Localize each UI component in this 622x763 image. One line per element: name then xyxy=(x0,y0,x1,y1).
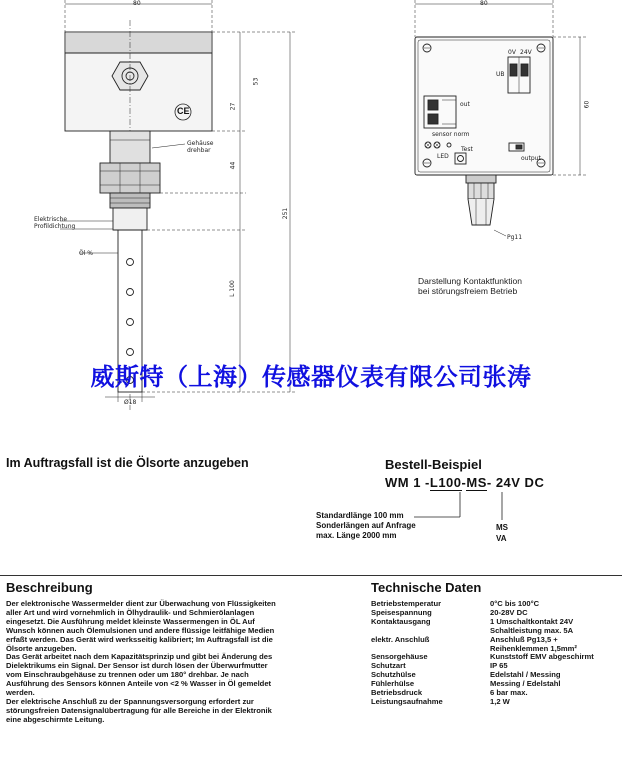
tech-row xyxy=(371,636,621,654)
dim-width-right: 80 xyxy=(480,0,488,7)
dim-27: 27 xyxy=(229,102,237,111)
tech-key: Speisespannung xyxy=(371,607,432,617)
tech-key: elektr. Anschluß xyxy=(371,634,430,644)
order-option: VA xyxy=(496,534,507,543)
description-line: Ausführung des Sensors können Anteile von <2 % Wasser in Öl gemeldet xyxy=(6,679,272,689)
label-test: Test xyxy=(461,146,473,153)
order-code-connectors xyxy=(400,490,520,525)
dim-100: L 100 xyxy=(228,280,236,297)
tech-value: Kunststoff EMV abgeschirmt xyxy=(490,652,594,662)
tech-key: Betriebsdruck xyxy=(371,688,423,698)
description-line: werden. xyxy=(6,688,35,698)
label-led: LED xyxy=(437,153,449,160)
technical-data-table xyxy=(371,600,621,707)
description-title: Beschreibung xyxy=(6,580,93,595)
label-seal: Elektrische Profildichtung xyxy=(34,216,76,230)
dim-height-right: 60 xyxy=(583,100,591,109)
order-code-part: - 24V DC xyxy=(486,475,545,490)
order-example-title: Bestell-Beispiel xyxy=(385,457,482,472)
dim-53: 53 xyxy=(252,77,260,86)
tech-value: Anschluß Pg13,5 + Reihenklemmen 1,5mm² xyxy=(490,634,577,653)
technical-data-title: Technische Daten xyxy=(371,580,482,595)
label-output: output xyxy=(521,155,541,162)
tech-key: Fühlerhülse xyxy=(371,679,415,689)
order-note-line: Sonderlängen auf Anfrage xyxy=(316,521,416,530)
order-material-options xyxy=(496,522,508,544)
label-24v: 24V xyxy=(520,49,532,56)
dim-diameter: Ø18 xyxy=(124,399,137,406)
tech-value: 1,2 W xyxy=(490,696,510,706)
description-line: Der elektronische Wassermelder dient zur Überwachung von Flüssigkeiten xyxy=(6,599,276,608)
order-code-part: - xyxy=(461,475,467,490)
tech-value: 0°C bis 100°C xyxy=(490,599,540,608)
tech-key: Kontaktausgang xyxy=(371,616,431,626)
tech-key: Schutzhülse xyxy=(371,670,416,680)
label-ub: UB xyxy=(496,71,505,78)
order-code xyxy=(385,475,544,491)
label-0v: 0V xyxy=(508,49,516,56)
order-length-note xyxy=(316,511,416,541)
order-code-part: WM 1 - xyxy=(385,475,430,490)
description-line: störungsfreien Datensignalübertragung für alle Bereiche in der Elektronik xyxy=(6,705,272,715)
label-out: out xyxy=(460,101,470,108)
tech-key: Schutzart xyxy=(371,661,406,671)
description-line: erfaßt werden. Das Gerät wird werksseitig kalibriert; Im Auftragsfall ist die xyxy=(6,634,273,644)
tech-value: 1 Umschaltkontakt 24V Schaltleistung max. 5A xyxy=(490,616,574,635)
section-divider xyxy=(0,575,622,576)
heading-oil-type: Im Auftragsfall ist die Ölsorte anzugeben xyxy=(6,456,249,470)
description-line: eine abgeschirmte Leitung. xyxy=(6,714,105,724)
tech-value: 6 bar max. xyxy=(490,688,528,698)
description-line: Der elektrische Anschluß zu der Spannungsversorgung erfordert zur xyxy=(6,696,254,706)
tech-row xyxy=(371,618,621,636)
order-note-line: max. Länge 2000 mm xyxy=(316,531,397,540)
label-housing: Gehäuse drehbar xyxy=(187,140,214,154)
description-line: Das Gerät arbeitet nach dem Kapazitätsprinzip und gibt bei Änderung des xyxy=(6,652,273,662)
dim-width-left: 80 xyxy=(133,0,141,7)
dim-251: 251 xyxy=(282,207,290,220)
label-pg11: Pg11 xyxy=(507,234,523,241)
label-oil: Öl % xyxy=(79,250,93,257)
tech-value: Edelstahl / Messing xyxy=(490,670,561,680)
description-line: eingesetzt. Die Ausführung meldet kleinste Wassermengen in ÖL Auf xyxy=(6,616,255,626)
dim-44: 44 xyxy=(229,161,237,170)
tech-value: 20-28V DC xyxy=(490,607,528,617)
description-line: Ölsorte anzugeben. xyxy=(6,643,77,653)
order-option: MS xyxy=(496,523,508,532)
tech-key: Betriebstemperatur xyxy=(371,599,442,608)
description-line: Dielektrikums ein Signal. Der Sensor ist durch lösen der Überwurfmutter xyxy=(6,661,268,671)
tech-value: Messing / Edelstahl xyxy=(490,679,561,689)
order-code-length: L100 xyxy=(429,475,462,490)
description-text xyxy=(6,600,341,725)
tech-row xyxy=(371,698,621,707)
order-code-material: MS xyxy=(466,475,487,490)
description-line: vom Einschraubgehäuse zu trennen oder um 180° drehbar. Je nach xyxy=(6,670,249,680)
tech-key: Sensorgehäuse xyxy=(371,652,428,662)
tech-value: IP 65 xyxy=(490,661,508,671)
label-sensor-norm: sensor norm xyxy=(432,131,470,138)
tech-key: Leistungsaufnahme xyxy=(371,696,443,706)
watermark-text: 威斯特（上海）传感器仪表有限公司张涛 xyxy=(90,362,532,391)
description-line: Wunsch können auch Ölemulsionen und andere flüssige leitfähige Medien xyxy=(6,625,275,635)
description-line: aller Art und wird vornehmlich in Ölhydraulik- und Schmierölanlagen xyxy=(6,607,255,617)
caption-contact-function: Darstellung Kontaktfunktion bei störungsfreiem Betrieb xyxy=(418,276,522,296)
ce-mark-label: CE xyxy=(177,106,190,116)
order-note-line: Standardlänge 100 mm xyxy=(316,511,404,520)
